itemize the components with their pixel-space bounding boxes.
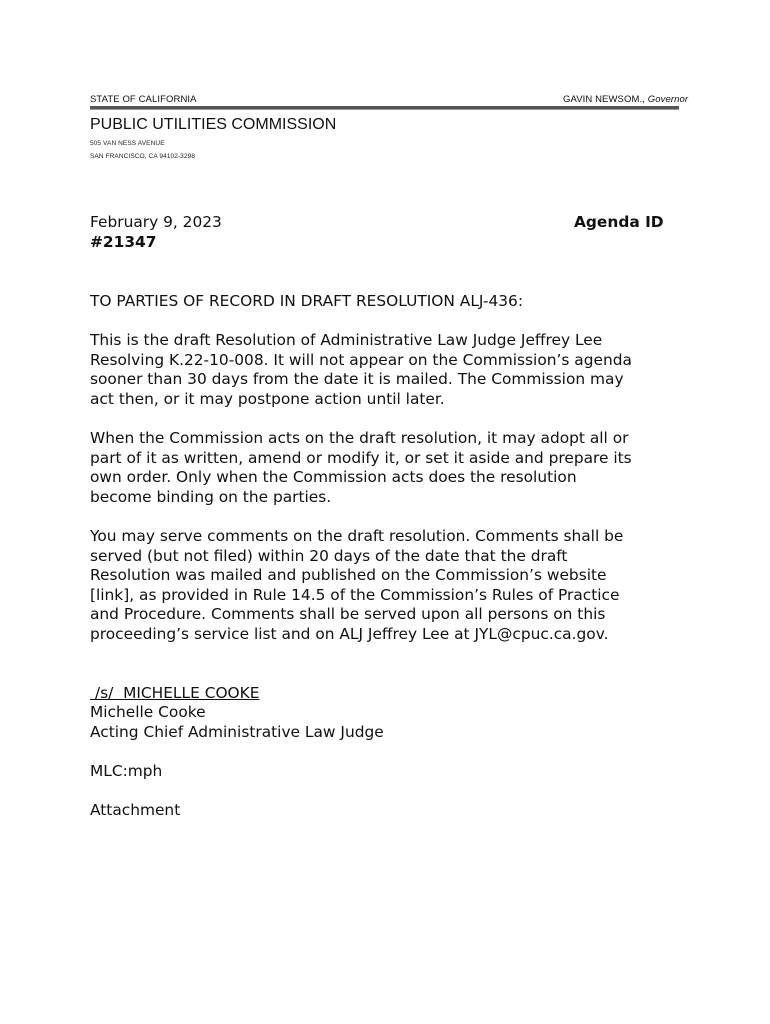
paragraph-line: part of it as written, amend or modify it, or set it aside and prepare its bbox=[90, 448, 632, 467]
paragraph-line: own order. Only when the Commission acts does the resolution bbox=[90, 468, 577, 487]
governor-heading bbox=[563, 94, 688, 105]
typist-initials: MLC:mph bbox=[90, 762, 163, 780]
agenda-number: #21347 bbox=[90, 233, 157, 251]
letter-date: February 9, 2023 bbox=[90, 213, 222, 231]
governor-title: Governor bbox=[647, 94, 689, 105]
letterhead-rule bbox=[90, 106, 679, 110]
governor-name: GAVIN NEWSOM., bbox=[563, 94, 645, 105]
paragraph-1 bbox=[90, 331, 690, 409]
commission-name: PUBLIC UTILITIES COMMISSION bbox=[90, 116, 337, 133]
signer-name: Michelle Cooke bbox=[90, 703, 206, 721]
paragraph-line: This is the draft Resolution of Administrative Law Judge Jeffrey Lee bbox=[90, 331, 603, 349]
address-line-2: SAN FRANCISCO, CA 94102-3298 bbox=[90, 153, 196, 160]
paragraph-line: become binding on the parties. bbox=[90, 487, 332, 506]
paragraph-line: sooner than 30 days from the date it is mailed. The Commission may bbox=[90, 370, 624, 389]
paragraph-line: act then, or it may postpone action until later. bbox=[90, 389, 445, 408]
paragraph-line: [link], as provided in Rule 14.5 of the Commission’s Rules of Practice bbox=[90, 585, 620, 604]
paragraph-line: served (but not filed) within 20 days of the date that the draft bbox=[90, 546, 568, 565]
paragraph-line: Resolution was mailed and published on the Commission’s website bbox=[90, 566, 607, 585]
signature-line bbox=[90, 684, 260, 704]
paragraph-line: When the Commission acts on the draft resolution, it may adopt all or bbox=[90, 429, 629, 447]
agenda-label: Agenda ID bbox=[574, 213, 664, 231]
state-heading: STATE OF CALIFORNIA bbox=[90, 94, 197, 105]
paragraph-line: proceeding’s service list and on ALJ Jeffrey Lee at JYL@cpuc.ca.gov. bbox=[90, 624, 609, 643]
salutation: TO PARTIES OF RECORD IN DRAFT RESOLUTION ALJ-436: bbox=[90, 292, 524, 310]
paragraph-line: You may serve comments on the draft resolution. Comments shall be bbox=[90, 527, 624, 545]
attachment-note: Attachment bbox=[90, 801, 181, 819]
address-line-1: 505 VAN NESS AVENUE bbox=[90, 140, 165, 147]
paragraph-line: and Procedure. Comments shall be served upon all persons on this bbox=[90, 605, 606, 624]
paragraph-2 bbox=[90, 429, 690, 507]
paragraph-line: Resolving K.22-10-008. It will not appear on the Commission’s agenda bbox=[90, 350, 632, 369]
signature-signed: /s/ MICHELLE COOKE bbox=[90, 684, 260, 702]
paragraph-3 bbox=[90, 527, 690, 645]
signer-title: Acting Chief Administrative Law Judge bbox=[90, 723, 384, 741]
